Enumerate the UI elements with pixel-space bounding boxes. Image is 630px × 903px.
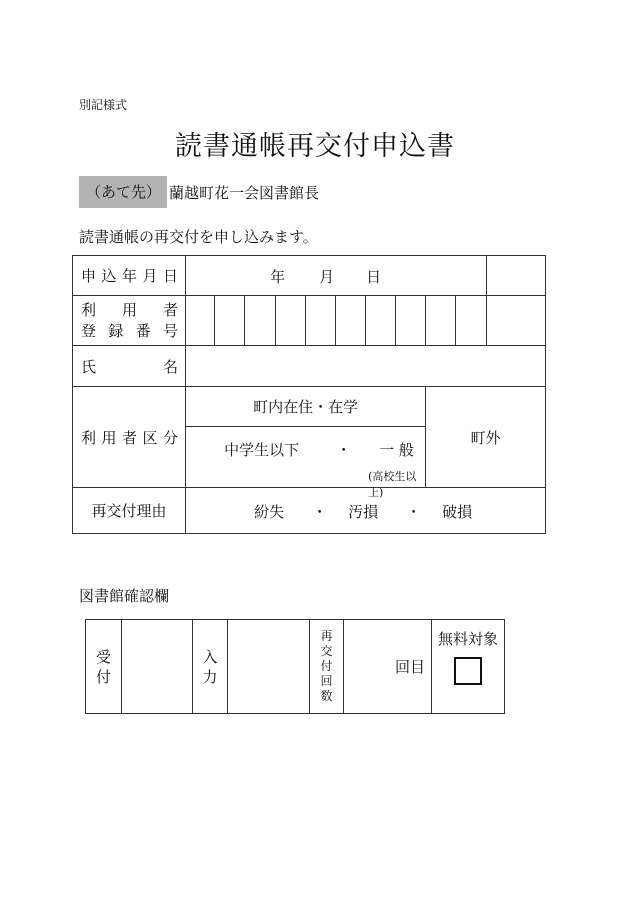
- input-label: [193, 620, 228, 714]
- received-label: [86, 620, 122, 714]
- input-label-text: 入 力: [202, 647, 218, 686]
- user-number-box[interactable]: [275, 296, 305, 346]
- user-number-box[interactable]: [426, 296, 456, 346]
- reissue-count-label-text: 再 交 付 回 数: [320, 629, 333, 703]
- day-label: 日: [366, 268, 382, 286]
- name-label: [73, 346, 186, 387]
- category-label-text: 利 用 者 区 分: [81, 428, 179, 447]
- input-field[interactable]: [228, 620, 310, 714]
- year-label: 年: [270, 268, 286, 286]
- user-number-label-line2: 登 録 番 号: [81, 321, 179, 340]
- apply-date-label-text: 申 込 年 月 日: [81, 267, 179, 285]
- addressee: [79, 176, 319, 208]
- addressee-name: 蘭越町花一会図書館長: [169, 183, 320, 202]
- page-title: 読書通帳再交付申込書: [175, 131, 455, 162]
- user-number-box[interactable]: [335, 296, 365, 346]
- apply-date-field[interactable]: [186, 256, 486, 296]
- apply-date-row: [73, 256, 546, 296]
- free-target-cell: [432, 620, 505, 714]
- general-note: (高校生以上): [368, 470, 417, 499]
- name-label-text: 氏 名: [81, 357, 179, 376]
- reason-cell: [186, 488, 546, 534]
- out-town-option[interactable]: 町外: [426, 387, 546, 488]
- reason-separator: ・: [406, 503, 422, 521]
- name-field[interactable]: [186, 346, 546, 387]
- user-number-label-line1: 利 用 者: [81, 300, 179, 319]
- user-number-label: [73, 296, 186, 346]
- apply-date-spacer: [486, 256, 546, 296]
- library-check-table: [85, 619, 505, 714]
- category-label: [73, 387, 186, 488]
- form-label: 別記様式: [79, 98, 128, 112]
- library-check-title: 図書館確認欄: [79, 587, 170, 605]
- user-number-box[interactable]: [186, 296, 215, 346]
- free-target-label: 無料対象: [437, 630, 498, 648]
- junior-option[interactable]: 中学生以下: [224, 441, 300, 459]
- reason-label: 再交付理由: [73, 488, 186, 534]
- month-label: 月: [319, 268, 335, 286]
- name-row: [73, 346, 546, 387]
- user-number-box[interactable]: [245, 296, 275, 346]
- application-table: [72, 255, 546, 534]
- user-number-row: [73, 296, 546, 346]
- category-separator: ・: [336, 441, 352, 459]
- count-unit: 回目: [394, 658, 425, 676]
- category-row: [73, 387, 546, 427]
- general-option[interactable]: 一 般: [379, 441, 414, 459]
- user-number-box[interactable]: [305, 296, 335, 346]
- category-sub-cell: [186, 427, 426, 499]
- reason-row: [73, 488, 546, 534]
- reason-dirty[interactable]: 汚損: [348, 503, 379, 521]
- free-target-checkbox[interactable]: [454, 657, 482, 685]
- reason-lost[interactable]: 紛失: [254, 503, 285, 521]
- intro-text: 読書通帳の再交付を申し込みます。: [79, 228, 318, 246]
- user-number-box[interactable]: [456, 296, 486, 346]
- received-label-text: 受 付: [95, 647, 111, 686]
- in-town-option[interactable]: 町内在住・在学: [186, 387, 426, 427]
- apply-date-label: [73, 256, 186, 296]
- reissue-count-label: [310, 620, 344, 714]
- reason-broken[interactable]: 破損: [442, 503, 473, 521]
- received-field[interactable]: [122, 620, 193, 714]
- reissue-count-field[interactable]: [344, 620, 432, 714]
- addressee-tag: （あて先）: [79, 176, 167, 208]
- user-number-spacer: [486, 296, 546, 346]
- user-number-box[interactable]: [396, 296, 426, 346]
- user-number-box[interactable]: [215, 296, 245, 346]
- user-number-box[interactable]: [365, 296, 395, 346]
- library-check-row: [86, 620, 505, 714]
- reason-separator: ・: [312, 503, 328, 521]
